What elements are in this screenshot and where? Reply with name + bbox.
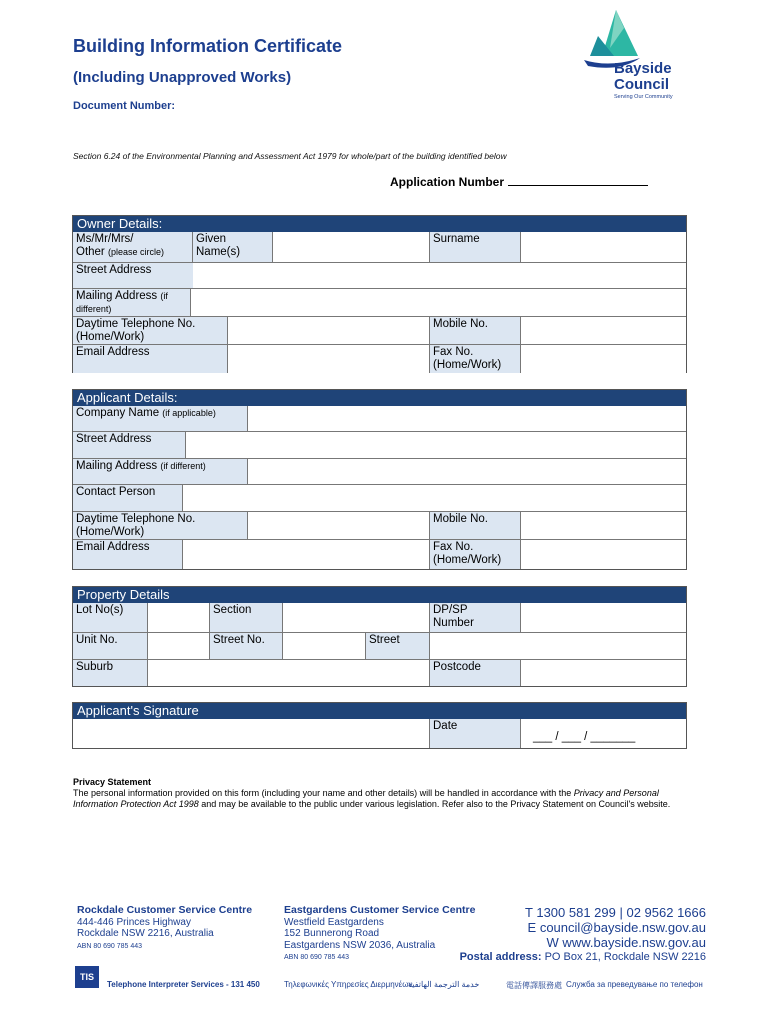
owner-name-row: [73, 232, 686, 262]
applicant-fax-label: Fax No. (Home/Work): [430, 540, 521, 569]
applicant-mailing-label: Mailing Address (if different): [73, 459, 248, 484]
property-street-label: Street: [366, 633, 430, 659]
owner-details-section: [72, 215, 687, 373]
applicant-company-input[interactable]: [248, 406, 686, 431]
applicant-details-section: [72, 389, 687, 570]
property-postcode-label: Postcode: [430, 660, 521, 686]
owner-fax-input[interactable]: [521, 345, 686, 373]
interpreter-greek: Τηλεφωνικές Υπηρεσίες Διερμηνέων: [284, 980, 413, 989]
interpreter-icon: TIS: [75, 966, 99, 988]
owner-email-label: Email Address: [73, 345, 228, 373]
property-suburb-input[interactable]: [148, 660, 430, 686]
application-number-blank[interactable]: [508, 175, 648, 186]
owner-street-input[interactable]: [193, 263, 686, 288]
property-postcode-input[interactable]: [521, 660, 686, 686]
applicant-email-input[interactable]: [183, 540, 430, 569]
logo-name-bayside: Bayside: [614, 60, 672, 77]
property-unit-row: [73, 632, 686, 659]
owner-phone-label: Daytime Telephone No. (Home/Work): [73, 317, 228, 344]
owner-surname-input[interactable]: [521, 232, 686, 262]
footer-phone: T 1300 581 299 | 02 9562 1666: [525, 905, 706, 920]
page-subtitle: (Including Unapproved Works): [73, 69, 292, 86]
property-suburb-row: [73, 659, 686, 686]
owner-mailing-label: Mailing Address (if different): [73, 289, 191, 316]
applicant-contact-label: Contact Person: [73, 485, 183, 511]
property-suburb-label: Suburb: [73, 660, 148, 686]
applicant-mailing-input[interactable]: [248, 459, 686, 484]
property-unit-input[interactable]: [148, 633, 210, 659]
applicant-phone-label: Daytime Telephone No. (Home/Work): [73, 512, 248, 539]
property-street-input[interactable]: [430, 633, 686, 659]
owner-phone-input[interactable]: [228, 317, 430, 344]
owner-phone-row: [73, 316, 686, 344]
applicant-phone-input[interactable]: [248, 512, 430, 539]
eastgardens-title: Eastgardens Customer Service Centre: [284, 904, 476, 916]
owner-title-label: Ms/Mr/Mrs/ Other (please circle): [73, 232, 193, 262]
interpreter-arabic: خدمة الترجمة الهاتفية: [408, 980, 480, 989]
logo-name-council: Council: [614, 76, 669, 93]
application-number[interactable]: [390, 175, 648, 189]
owner-street-row: [73, 262, 686, 288]
date-input[interactable]: ___ / ___ / _______: [521, 719, 686, 748]
interpreter-macedonian: Служба за преведување по телефон: [566, 980, 703, 989]
footer-web[interactable]: W www.bayside.nsw.gov.au: [546, 935, 706, 950]
property-lot-input[interactable]: [148, 603, 210, 632]
footer-contact: T 1300 581 299 | 02 9562 1666 E council@bayside.nsw.gov.au W www.bayside.nsw.gov.au Postal address: PO Box 21, Rockdale NSW 2216: [459, 905, 706, 963]
property-lot-row: [73, 603, 686, 632]
logo-tagline: Serving Our Community: [614, 94, 673, 100]
property-lot-label: Lot No(s): [73, 603, 148, 632]
applicant-fax-input[interactable]: [521, 540, 686, 569]
owner-details-heading: Owner Details:: [73, 216, 686, 232]
property-streetno-label: Street No.: [210, 633, 283, 659]
property-section-label: Section: [210, 603, 283, 632]
document-number-label: Document Number:: [73, 100, 176, 112]
applicant-street-row: [73, 431, 686, 458]
page-title: Building Information Certificate: [73, 36, 343, 56]
signature-section: [72, 702, 687, 749]
interpreter-chinese: 電話傳譯服務處: [506, 981, 562, 990]
property-unit-label: Unit No.: [73, 633, 148, 659]
applicant-email-row: [73, 539, 686, 569]
applicant-street-input[interactable]: [186, 432, 686, 458]
property-details-heading: Property Details: [73, 587, 686, 603]
footer-eastgardens: Eastgardens Customer Service Centre Westfield Eastgardens 152 Bunnerong Road Eastgardens NSW 2036, Australia ABN 80 690 785 443: [284, 904, 476, 961]
property-streetno-input[interactable]: [283, 633, 366, 659]
owner-email-input[interactable]: [228, 345, 430, 373]
applicant-mobile-input[interactable]: [521, 512, 686, 539]
applicant-company-row: [73, 406, 686, 431]
rockdale-title: Rockdale Customer Service Centre: [77, 904, 253, 916]
applicant-contact-input[interactable]: [183, 485, 686, 511]
applicant-company-label: Company Name (if applicable): [73, 406, 248, 431]
privacy-heading: Privacy Statement: [73, 777, 152, 787]
property-section-input[interactable]: [283, 603, 430, 632]
applicant-mobile-label: Mobile No.: [430, 512, 521, 539]
applicant-email-label: Email Address: [73, 540, 183, 569]
owner-street-label: Street Address: [73, 263, 193, 288]
applicant-details-heading: Applicant Details:: [73, 390, 686, 406]
property-details-section: [72, 586, 687, 687]
footer-email[interactable]: E council@bayside.nsw.gov.au: [527, 920, 706, 935]
owner-surname-label: Surname: [430, 232, 521, 262]
footer-rockdale: Rockdale Customer Service Centre 444-446 Princes Highway Rockdale NSW 2216, Australia ABN 80 690 785 443: [77, 904, 253, 950]
property-dpsp-label: DP/SP Number: [430, 603, 521, 632]
owner-mailing-row: [73, 288, 686, 316]
owner-mailing-input[interactable]: [191, 289, 686, 316]
applicant-mailing-row: [73, 458, 686, 484]
signature-heading: Applicant's Signature: [73, 703, 686, 719]
owner-given-label: Given Name(s): [193, 232, 273, 262]
property-dpsp-input[interactable]: [521, 603, 686, 632]
owner-fax-label: Fax No. (Home/Work): [430, 345, 521, 373]
interpreter-services: Telephone Interpreter Services - 131 450: [107, 980, 260, 989]
application-number-label: Application Number: [390, 175, 505, 189]
owner-email-row: [73, 344, 686, 373]
date-label: Date: [430, 719, 521, 748]
owner-given-input[interactable]: [273, 232, 430, 262]
section-reference: Section 6.24 of the Environmental Planning and Assessment Act 1979 for whole/part of the building identified below: [73, 151, 507, 161]
applicant-street-label: Street Address: [73, 432, 186, 458]
owner-mobile-input[interactable]: [521, 317, 686, 344]
signature-input[interactable]: [73, 719, 430, 748]
applicant-phone-row: [73, 511, 686, 539]
signature-row: [73, 719, 686, 748]
owner-mobile-label: Mobile No.: [430, 317, 521, 344]
applicant-contact-row: [73, 484, 686, 511]
privacy-body: The personal information provided on this form (including your name and other details) will be handled in accordance with the Privacy and Personal Information Protection Act 1998 and may be available to the public under various legislation. Refer also to the Privacy Statement on Council's website.: [73, 788, 671, 809]
